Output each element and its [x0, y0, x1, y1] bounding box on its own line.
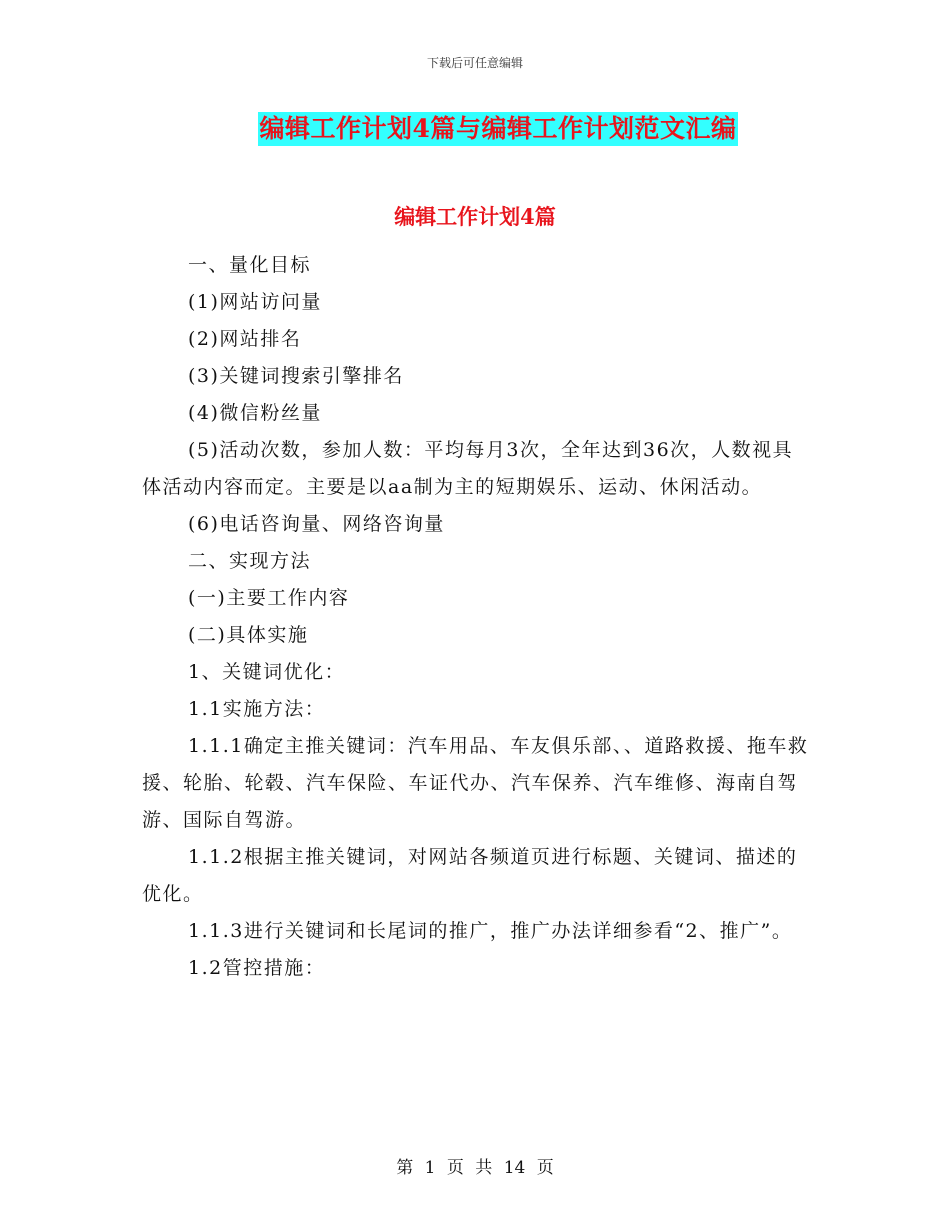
document-title: 编辑工作计划4篇与编辑工作计划范文汇编: [258, 112, 739, 146]
document-body: [142, 247, 812, 987]
page-footer: 第 1 页 共 14 页: [396, 1158, 554, 1178]
paragraph: 1.2管控措施：: [188, 957, 326, 979]
paragraph: (6)电话咨询量、网络咨询量: [188, 513, 445, 535]
paragraph: (3)关键词搜索引擎排名: [188, 365, 404, 387]
paragraph: (4)微信粉丝量: [188, 402, 322, 424]
paragraph: (二)具体实施: [188, 624, 309, 646]
section-title: 编辑工作计划4篇: [394, 204, 556, 229]
header-note: 下载后可任意编辑: [426, 56, 523, 70]
paragraph: (一)主要工作内容: [188, 587, 350, 609]
paragraph: 二、实现方法: [188, 550, 312, 572]
paragraph: 1.1.1确定主推关键词：汽车用品、车友俱乐部、、道路救援、拖车救援、轮胎、轮毂、汽车保险、车证代办、汽车保养、汽车维修、海南自驾游、国际自驾游。: [142, 735, 809, 831]
paragraph: (5)活动次数，参加人数：平均每月3次，全年达到36次，人数视具体活动内容而定。主要是以aa制为主的短期娱乐、运动、休闲活动。: [142, 439, 794, 498]
paragraph: 1.1.2根据主推关键词，对网站各频道页进行标题、关键词、描述的优化。: [142, 846, 798, 905]
paragraph: (1)网站访问量: [188, 291, 322, 313]
document-title-container: [0, 112, 950, 146]
paragraph: (2)网站排名: [188, 328, 302, 350]
paragraph: 1.1实施方法：: [188, 698, 326, 720]
paragraph: 1、关键词优化：: [188, 661, 346, 683]
paragraph: 一、量化目标: [188, 254, 312, 276]
paragraph: 1.1.3进行关键词和长尾词的推广，推广办法详细参看“2、推广”。: [188, 920, 793, 942]
